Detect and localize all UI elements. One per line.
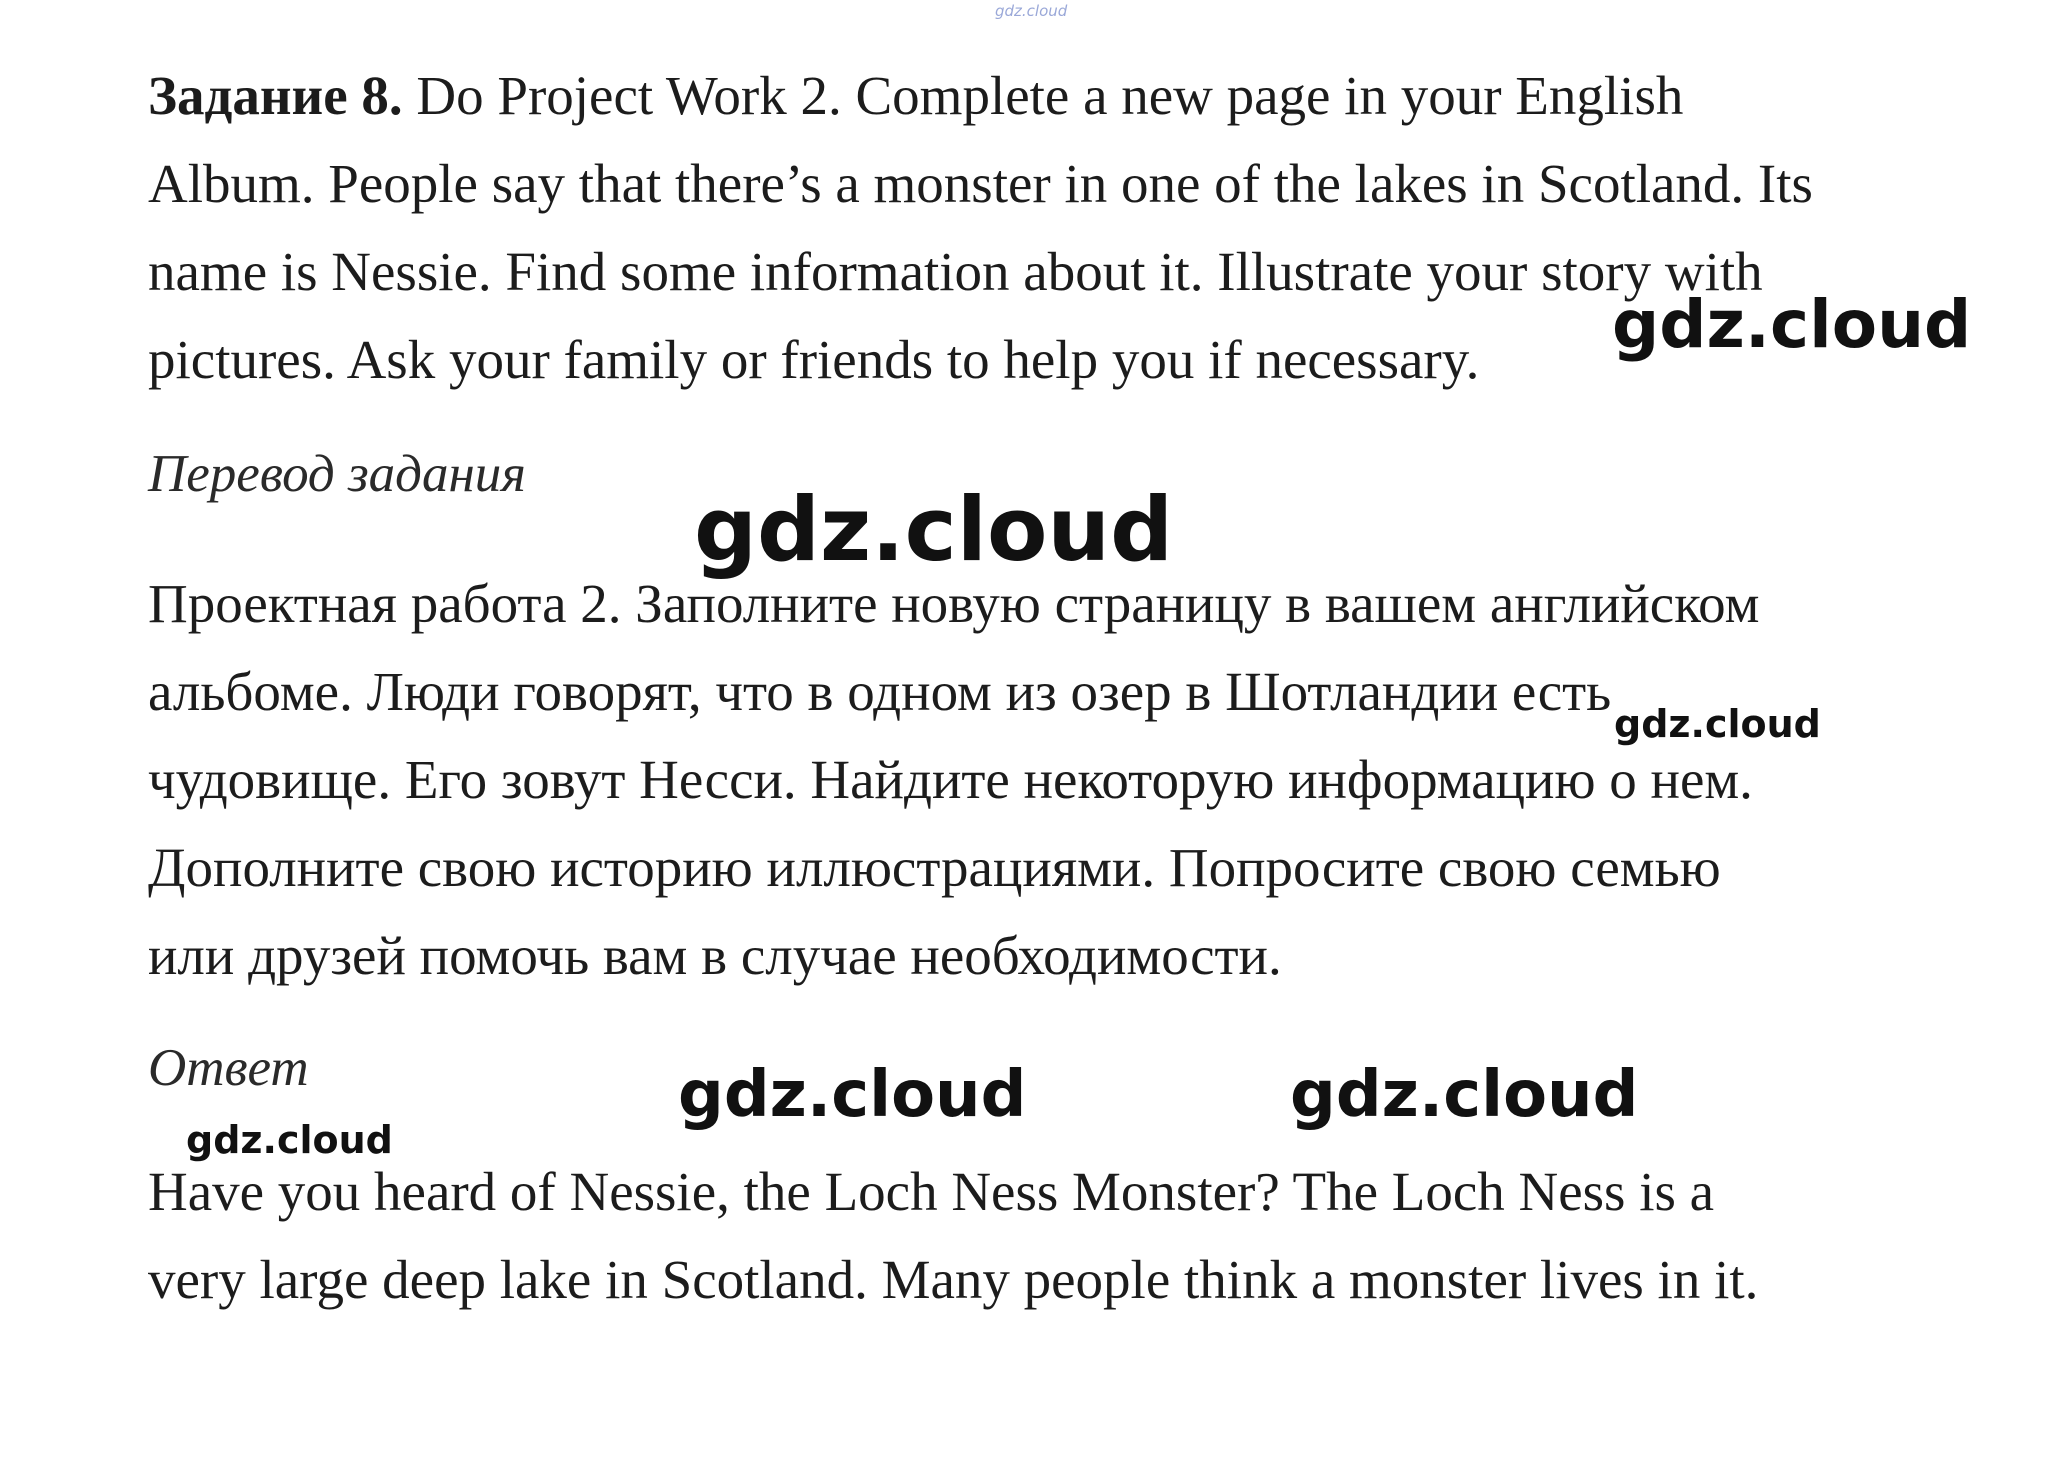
- watermark: gdz.cloud: [694, 478, 1174, 581]
- task-text-1: Do Project Work 2. Complete a new page in your English: [402, 65, 1684, 126]
- task-line-3: name is Nessie. Find some information about it. Illustrate your story with: [148, 241, 1763, 302]
- task-line-4: pictures. Ask your family or friends to help you if necessary.: [148, 329, 1480, 390]
- task-label: Задание 8.: [148, 65, 403, 126]
- task-line-1: [148, 52, 1948, 140]
- translation-heading: Перевод задания: [148, 445, 526, 503]
- answer-line-1: Have you heard of Nessie, the Loch Ness Monster? The Loch Ness is a: [148, 1161, 1715, 1222]
- translation-line-2: альбоме. Люди говорят, что в одном из озер в Шотландии есть: [148, 661, 1612, 722]
- watermark: gdz.cloud: [1290, 1058, 1639, 1132]
- translation-line-4: Дополните свою историю иллюстрациями. Попросите свою семью: [148, 837, 1721, 898]
- translation-paragraph: [148, 560, 1948, 1000]
- watermark: gdz.cloud: [1612, 286, 1972, 363]
- translation-line-1: Проектная работа 2. Заполните новую страницу в вашем английском: [148, 573, 1760, 634]
- translation-line-3: чудовище. Его зовут Несси. Найдите некоторую информацию о нем.: [148, 749, 1753, 810]
- watermark: gdz.cloud: [678, 1058, 1027, 1132]
- answer-paragraph: [148, 1148, 1948, 1324]
- header-watermark: gdz.cloud: [995, 2, 1068, 20]
- translation-line-5: или друзей помочь вам в случае необходимости.: [148, 925, 1282, 986]
- answer-line-2: very large deep lake in Scotland. Many people think a monster lives in it.: [148, 1249, 1759, 1310]
- answer-heading: Ответ: [148, 1039, 309, 1097]
- watermark: gdz.cloud: [1614, 702, 1821, 746]
- watermark: gdz.cloud: [186, 1118, 393, 1162]
- task-line-2: Album. People say that there’s a monster in one of the lakes in Scotland. Its: [148, 153, 1813, 214]
